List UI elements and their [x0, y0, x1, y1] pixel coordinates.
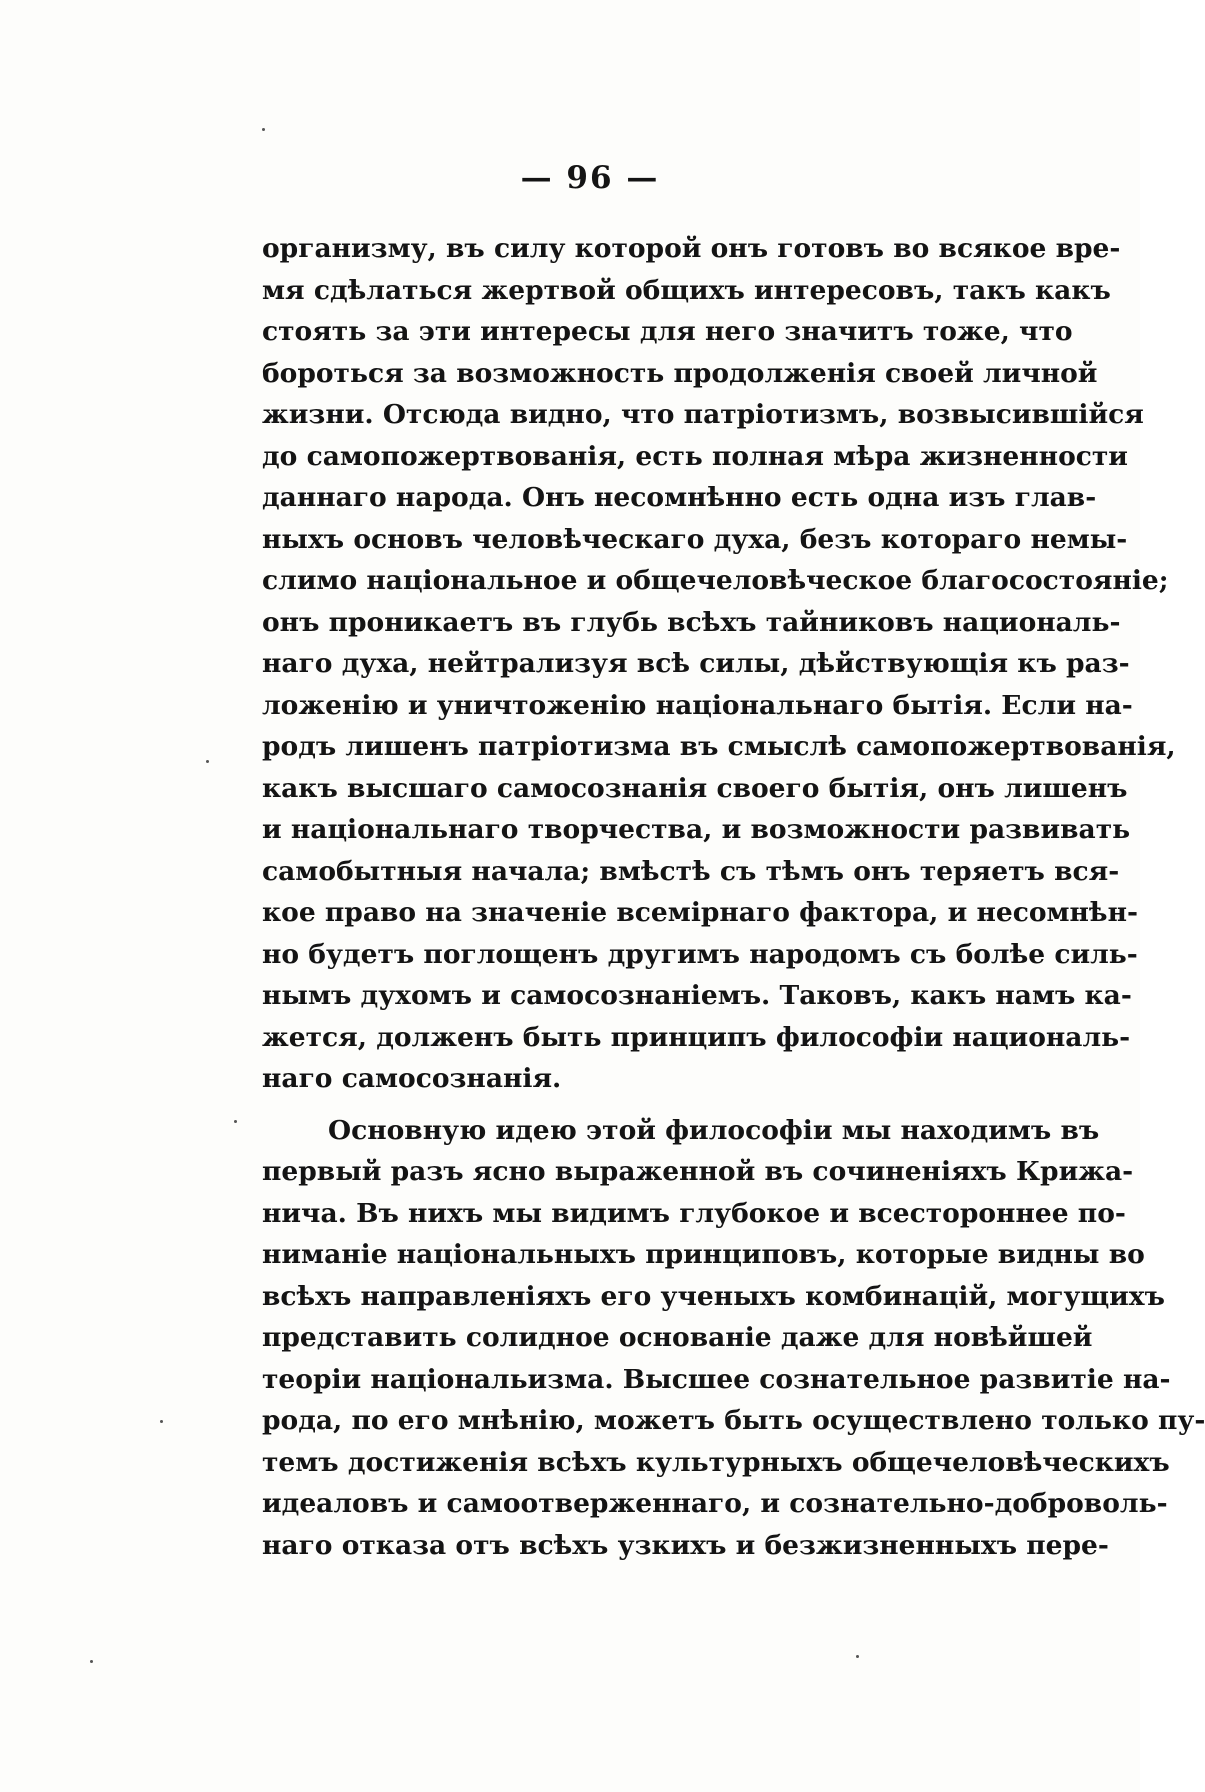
text-line: наго духа, нейтрализуя всѣ силы, дѣйствующія къ раз-: [262, 648, 1130, 679]
text-line: до самопожертвованія, есть полная мѣра жизненности: [262, 440, 1128, 472]
text-line-last: наго самосознанія.: [262, 1063, 562, 1094]
scan-speck: [90, 1660, 93, 1663]
text-line: какъ высшаго самосознанія своего бытія, онъ лишенъ: [262, 772, 1128, 804]
text-line: нымъ духомъ и самосознаніемъ. Таковъ, какъ намъ ка-: [262, 980, 1132, 1011]
text-line: онъ проникаетъ въ глубь всѣхъ тайниковъ националь-: [262, 606, 1121, 638]
text-line: теоріи національизма. Высшее сознательное развитіе на-: [262, 1363, 1171, 1395]
text-line: но будетъ поглощенъ другимъ народомъ съ болѣе силь-: [262, 938, 1138, 970]
text-line: бороться за возможность продолженія своей личной: [262, 357, 1098, 389]
text-line: идеаловъ и самоотверженнаго, и сознательно-доброволь-: [262, 1488, 1168, 1519]
text-line: ныхъ основъ человѣческаго духа, безъ котораго немы-: [262, 523, 1128, 555]
text-line: наго отказа отъ всѣхъ узкихъ и безжизненныхъ пере-: [262, 1529, 1109, 1561]
text-line: стоять за эти интересы для него значитъ тоже, что: [262, 316, 1073, 347]
page-number: — 96 —: [520, 160, 660, 196]
paragraph-gap: [262, 1100, 1070, 1110]
scan-speck: [856, 1655, 859, 1658]
text-line: мя сдѣлаться жертвой общихъ интересовъ, такъ какъ: [262, 274, 1111, 306]
text-line: рода, по его мнѣнію, можетъ быть осуществлено только пу-: [262, 1405, 1205, 1436]
text-line: жется, долженъ быть принципъ философіи националь-: [262, 1021, 1131, 1053]
scan-speck: [206, 760, 209, 763]
text-line: первый разъ ясно выраженной въ сочиненіяхъ Крижа-: [262, 1156, 1134, 1187]
scan-speck: [262, 128, 265, 131]
scan-speck: [160, 1420, 163, 1423]
text-line: ложенію и уничтоженію національнаго бытія. Если на-: [262, 689, 1133, 721]
text-line: темъ достиженія всѣхъ культурныхъ общечеловѣческихъ: [262, 1446, 1170, 1478]
body-text: [262, 228, 1205, 1566]
paragraph-1: [262, 228, 1176, 1100]
text-line: даннаго народа. Онъ несомнѣнно есть одна изъ глав-: [262, 482, 1097, 513]
paragraph-2: [262, 1110, 1205, 1567]
text-line: организму, въ силу которой онъ готовъ во всякое вре-: [262, 233, 1121, 264]
text-line: слимо національное и общечеловѣческое благосостояніе;: [262, 565, 1169, 596]
text-line: жизни. Отсюда видно, что патріотизмъ, возвысившійся: [262, 399, 1144, 430]
text-line: и національнаго творчества, и возможности развивать: [262, 814, 1131, 845]
text-line: кое право на значеніе всемірнаго фактора, и несомнѣн-: [262, 897, 1138, 928]
text-line: ниманіе національныхъ принциповъ, которые видны во: [262, 1239, 1145, 1270]
text-line: нича. Въ нихъ мы видимъ глубокое и всестороннее по-: [262, 1197, 1126, 1229]
text-line: самобытныя начала; вмѣстѣ съ тѣмъ онъ теряетъ вся-: [262, 855, 1120, 887]
text-line: всѣхъ направленіяхъ его ученыхъ комбинацій, могущихъ: [262, 1280, 1165, 1312]
text-line: представить солидное основаніе даже для новѣйшей: [262, 1322, 1093, 1353]
scan-speck: [234, 1120, 237, 1123]
text-line: родъ лишенъ патріотизма въ смыслѣ самопожертвованія,: [262, 731, 1176, 762]
text-line-indented: Основную идею этой философіи мы находимъ въ: [328, 1114, 1100, 1146]
